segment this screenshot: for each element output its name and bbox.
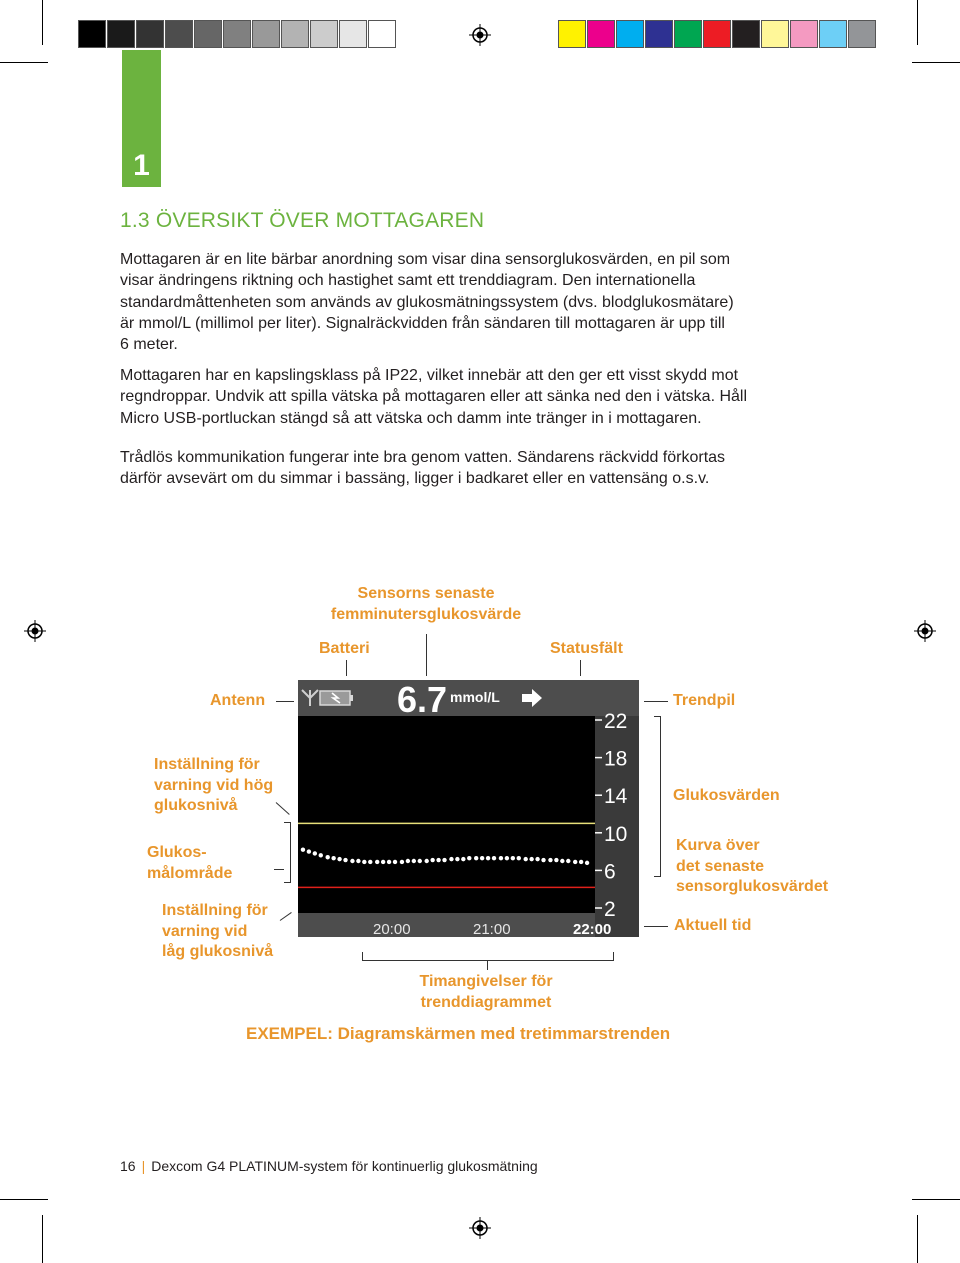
- callout-glucose-values: Glukosvärden: [673, 787, 780, 804]
- time-label-current: 22:00: [573, 921, 612, 937]
- glucose-point: [368, 860, 372, 864]
- glucose-point: [319, 853, 323, 857]
- callout-curve: [676, 836, 828, 898]
- crop-mark: [42, 0, 43, 45]
- crop-mark: [912, 62, 960, 63]
- gray-swatch: [252, 20, 280, 48]
- glucose-point: [375, 860, 379, 864]
- glucose-point: [343, 858, 347, 862]
- glucose-trace: [301, 848, 590, 866]
- gray-swatch: [339, 20, 367, 48]
- text-line: 6 meter.: [120, 336, 178, 354]
- time-bar: [298, 913, 595, 937]
- text-line: Micro USB-portluckan stängd så att vätska och damm inte tränger in i mottagaren.: [120, 409, 702, 427]
- text-line: Mottagaren är en lite bärbar anordning som visar dina sensorglukosvärden, en pil som: [120, 251, 731, 268]
- leader-line: [426, 634, 427, 676]
- glucose-point: [362, 860, 366, 864]
- receiver-screen: [298, 680, 639, 937]
- registration-mark-icon: [469, 1217, 491, 1239]
- gray-swatch: [78, 20, 106, 48]
- color-swatch: [558, 20, 586, 48]
- callout-line: Kurva över: [676, 837, 760, 854]
- y-tick-label: 6: [604, 860, 616, 884]
- bracket-line: [660, 716, 661, 876]
- callout-line: femminutersglukosvärde: [330, 605, 522, 623]
- page-footer: [120, 1158, 538, 1174]
- callout-trend-arrow: Trendpil: [673, 692, 736, 709]
- callout-low-alert: [162, 901, 273, 963]
- glucose-point: [400, 860, 404, 864]
- time-label: 20:00: [373, 921, 411, 937]
- glucose-point: [486, 856, 490, 860]
- leader-line: [274, 869, 284, 870]
- gray-swatch: [281, 20, 309, 48]
- callout-line: Inställning för: [154, 756, 260, 773]
- callout-line: Inställning för: [162, 902, 268, 919]
- glucose-point: [511, 856, 515, 860]
- gray-swatch: [107, 20, 135, 48]
- glucose-point: [554, 858, 558, 862]
- glucose-point: [535, 857, 539, 861]
- glucose-point: [455, 857, 459, 861]
- gray-swatch: [165, 20, 193, 48]
- callout-line: trenddiagrammet: [420, 993, 552, 1011]
- glucose-point: [560, 859, 564, 863]
- text-line: standardmåttenheten som används av glukosmätningssystem (dvs. blodglukosmätare): [120, 293, 734, 311]
- crop-mark: [0, 62, 48, 63]
- callout-current-time: Aktuell tid: [674, 917, 752, 934]
- glucose-point: [517, 856, 521, 860]
- bracket-line: [284, 882, 291, 883]
- leader-line: [487, 960, 488, 970]
- footer-title: Dexcom G4 PLATINUM-system för kontinuerlig glukosmätning: [151, 1158, 538, 1174]
- section-heading: 1.3 ÖVERSIKT ÖVER MOTTAGAREN: [120, 209, 485, 232]
- crop-mark: [912, 1199, 960, 1200]
- callout-line: varning vid hög: [154, 776, 274, 794]
- y-tick-label: 22: [604, 710, 628, 733]
- glucose-point: [449, 857, 453, 861]
- gray-swatch: [223, 20, 251, 48]
- text-line: därför avsevärt om du simmar i bassäng, ligger i badkaret eller en vattensäng o.s.v.: [120, 470, 710, 488]
- callout-line: målområde: [147, 864, 233, 882]
- text-line: är mmol/L (millimol per liter). Signalräckvidden från sändaren till mottagaren är upp till: [120, 314, 725, 332]
- page-number: 16: [120, 1158, 136, 1174]
- glucose-point: [467, 856, 471, 860]
- glucose-point: [436, 858, 440, 862]
- crop-mark: [917, 0, 918, 45]
- glucose-point: [406, 859, 410, 863]
- glucose-unit: mmol/L: [450, 689, 500, 705]
- glucose-point: [387, 860, 391, 864]
- bracket-line: [362, 960, 614, 961]
- gray-swatch: [194, 20, 222, 48]
- paragraph-2: [120, 365, 770, 429]
- color-swatch: [616, 20, 644, 48]
- callout-antenna: Antenn: [210, 692, 266, 709]
- glucose-point: [430, 858, 434, 862]
- paragraph-1: [120, 249, 770, 355]
- text-line: Mottagaren har en kapslingsklass på IP22, vilket innebär att den ger ett visst skydd mot: [120, 367, 739, 384]
- glucose-point: [356, 859, 360, 863]
- color-swatch: [674, 20, 702, 48]
- bracket-line: [290, 822, 291, 882]
- glucose-point: [331, 856, 335, 860]
- y-tick-label: 10: [604, 822, 628, 846]
- registration-mark-icon: [914, 620, 936, 642]
- callout-line: Sensorns senaste: [357, 585, 495, 602]
- gray-swatch: [310, 20, 338, 48]
- color-swatch: [732, 20, 760, 48]
- y-tick-label: 2: [604, 898, 616, 921]
- color-swatch: [761, 20, 789, 48]
- text-line: Trådlös kommunikation fungerar inte bra genom vatten. Sändarens räckvidd förkortas: [120, 449, 726, 466]
- glucose-point: [461, 857, 465, 861]
- callout-line: det senaste: [676, 857, 765, 875]
- color-swatch: [587, 20, 615, 48]
- callout-line: Timangivelser för: [419, 973, 553, 990]
- color-swatch: [819, 20, 847, 48]
- glucose-point: [350, 859, 354, 863]
- bracket-line: [654, 716, 661, 717]
- crop-mark: [0, 1199, 48, 1200]
- glucose-point: [499, 856, 503, 860]
- glucose-point: [326, 855, 330, 859]
- bracket-line: [654, 876, 661, 877]
- callout-target-range: [147, 843, 232, 884]
- glucose-point: [313, 851, 317, 855]
- glucose-point: [573, 860, 577, 864]
- callout-high-alert: [154, 755, 273, 817]
- glucose-point: [585, 861, 589, 865]
- crop-mark: [917, 1215, 918, 1263]
- glucose-point: [579, 860, 583, 864]
- glucose-point: [474, 856, 478, 860]
- callout-line: varning vid: [162, 922, 248, 940]
- glucose-point: [425, 859, 429, 863]
- leader-line: [280, 912, 292, 921]
- glucose-point: [548, 858, 552, 862]
- callout-line: glukosnivå: [154, 797, 238, 814]
- glucose-point: [529, 857, 533, 861]
- leader-line: [346, 660, 347, 676]
- glucose-point: [337, 857, 341, 861]
- leader-line: [580, 660, 581, 676]
- leader-line: [276, 701, 294, 702]
- bracket-line: [284, 822, 291, 823]
- bracket-line: [613, 952, 614, 960]
- registration-mark-icon: [469, 24, 491, 46]
- callout-hour-labels: [386, 972, 586, 1013]
- callout-line: Glukos-: [147, 844, 207, 861]
- figure-caption: EXEMPEL: Diagramskärmen med tretimmarstrenden: [246, 1024, 671, 1043]
- glucose-point: [412, 859, 416, 863]
- glucose-point: [492, 856, 496, 860]
- registration-mark-icon: [24, 620, 46, 642]
- glucose-point: [381, 860, 385, 864]
- y-tick-label: 18: [604, 747, 628, 771]
- glucose-point: [480, 856, 484, 860]
- callout-battery: Batteri: [319, 640, 370, 657]
- callout-line: sensorglukosvärdet: [676, 878, 829, 895]
- callout-sensor-value: [326, 584, 526, 625]
- crop-mark: [42, 1215, 43, 1263]
- gray-swatch: [136, 20, 164, 48]
- glucose-point: [505, 856, 509, 860]
- glucose-point: [393, 860, 397, 864]
- glucose-point: [418, 859, 422, 863]
- footer-separator: |: [141, 1158, 146, 1174]
- chapter-number: 1: [133, 149, 150, 182]
- paragraph-3: [120, 447, 770, 490]
- glucose-point: [541, 858, 545, 862]
- glucose-point: [307, 849, 311, 853]
- color-swatch: [790, 20, 818, 48]
- bracket-line: [362, 952, 363, 960]
- text-line: visar ändringens riktning och hastighet samt ett trenddiagram. Den internationella: [120, 272, 696, 290]
- glucose-point: [442, 858, 446, 862]
- leader-line: [276, 802, 290, 815]
- chapter-tab: [122, 50, 161, 187]
- glucose-point: [566, 859, 570, 863]
- text-line: regndroppar. Undvik att spilla vätska på mottagaren eller att sänka ned den i vätska. Håll: [120, 388, 748, 406]
- glucose-value: 6.7: [397, 680, 448, 720]
- time-label: 21:00: [473, 921, 511, 937]
- y-tick-label: 14: [604, 785, 628, 809]
- color-swatch: [645, 20, 673, 48]
- callout-line: låg glukosnivå: [162, 943, 274, 960]
- leader-line: [644, 926, 668, 927]
- color-swatch: [703, 20, 731, 48]
- gray-swatch: [368, 20, 396, 48]
- color-swatch: [848, 20, 876, 48]
- glucose-point: [524, 857, 528, 861]
- leader-line: [644, 701, 668, 702]
- glucose-point: [301, 848, 305, 852]
- battery-icon: [320, 691, 353, 705]
- callout-status-bar: Statusfält: [550, 640, 623, 657]
